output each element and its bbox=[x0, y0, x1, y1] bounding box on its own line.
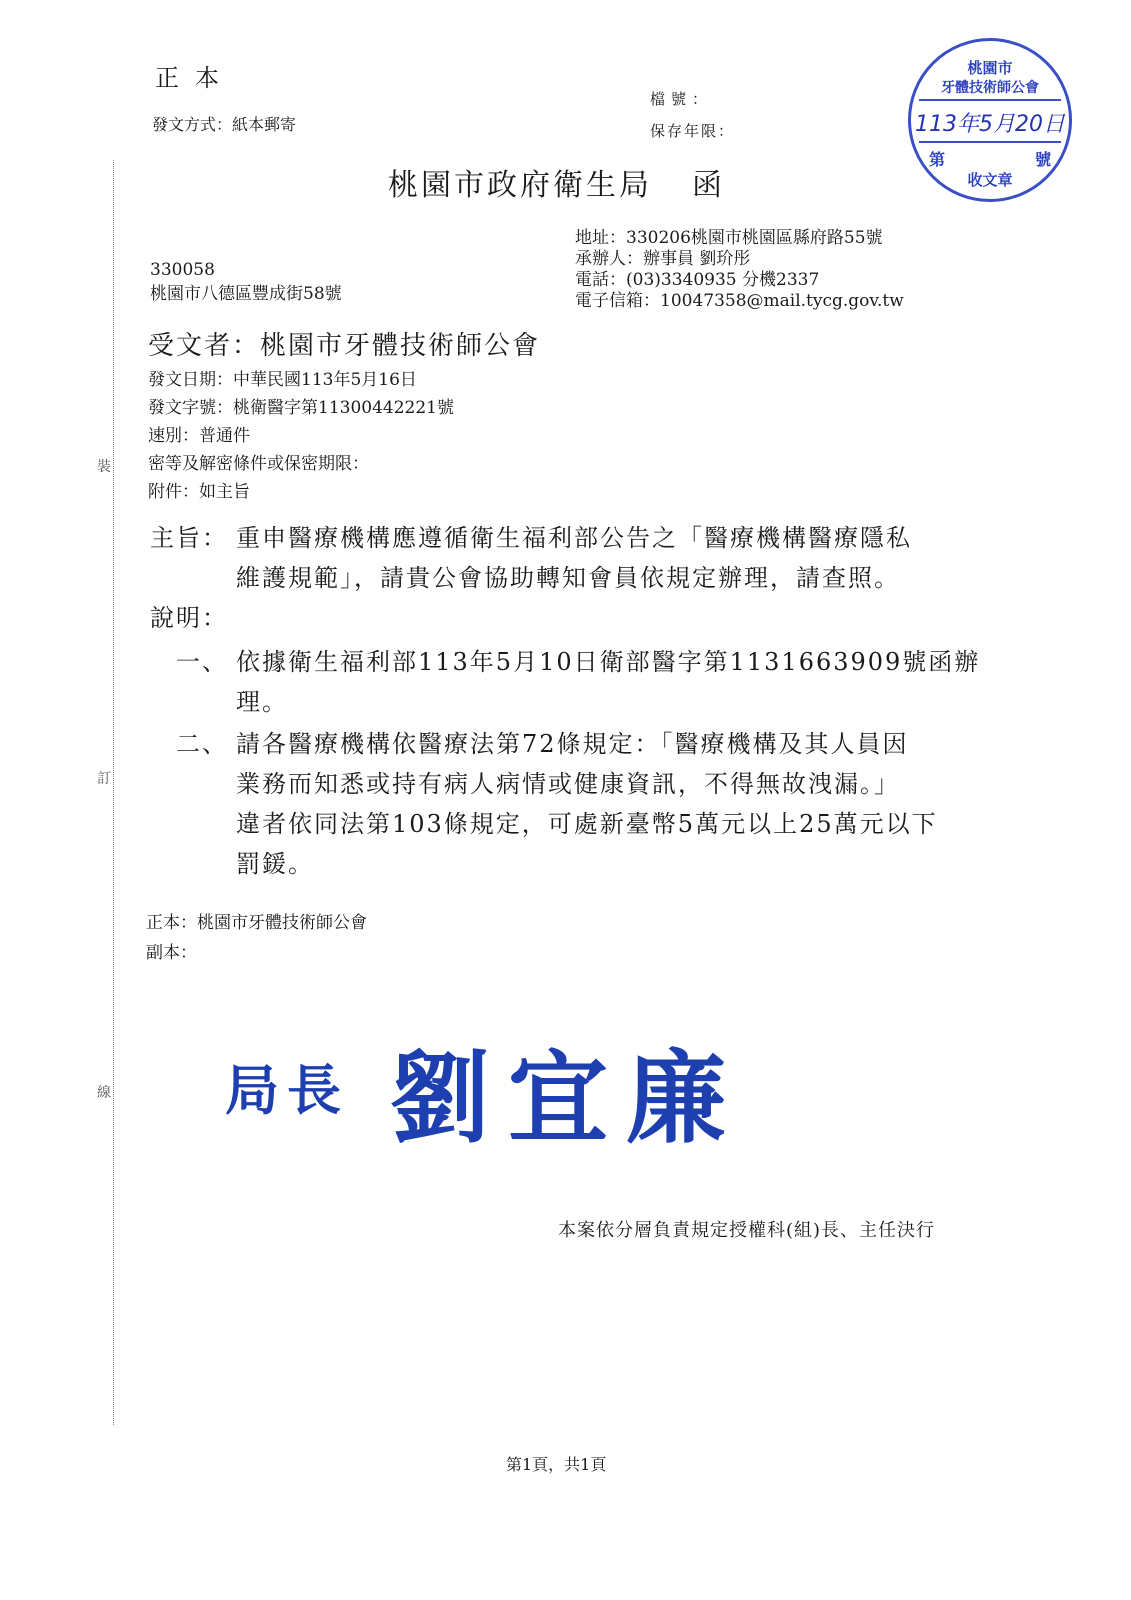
stamp-org-line1: 桃園市 bbox=[967, 59, 1013, 77]
item-1-marker: 一、 bbox=[176, 648, 228, 676]
item-1-line-1: 依據衛生福利部113年5月10日衛部醫字第1131663909號函辦 bbox=[236, 648, 981, 676]
stamp-date: 113年5月20日 bbox=[915, 112, 1065, 137]
binding-mark-zhuang: 裝 bbox=[97, 459, 111, 475]
sender-phone: 電話：(03)3340935 分機2337 bbox=[575, 270, 820, 290]
agency-name: 桃園市政府衛生局 bbox=[388, 168, 652, 203]
retention-label: 保存年限： bbox=[650, 122, 736, 140]
binding-mark-xian: 線 bbox=[97, 1085, 111, 1101]
file-number-label: 檔號： bbox=[650, 90, 714, 108]
explanation-label: 說明： bbox=[150, 604, 228, 632]
sender-address: 地址：330206桃園市桃園區縣府路55號 bbox=[575, 228, 883, 248]
document-meta bbox=[148, 366, 454, 506]
stamp-label: 收文章 bbox=[967, 171, 1013, 189]
signature-title: 局長 bbox=[225, 1058, 349, 1122]
issue-date: 發文日期：中華民國113年5月16日 bbox=[148, 370, 417, 390]
recipient: 受文者：桃園市牙體技術師公會 bbox=[148, 331, 541, 361]
document-kind: 函 bbox=[692, 168, 725, 203]
stamp-number-suffix: 號 bbox=[1034, 150, 1051, 169]
cc-recipient: 副本： bbox=[146, 943, 197, 963]
subject-line-1: 重申醫療機構應遵循衛生福利部公告之「醫療機構醫療隱私 bbox=[236, 524, 912, 552]
item-2-line-4: 罰鍰。 bbox=[236, 850, 314, 878]
sender-info bbox=[575, 228, 904, 312]
recipient-address bbox=[150, 258, 342, 306]
stamp-org-line2: 牙體技術師公會 bbox=[941, 80, 1039, 96]
sender-handler: 承辦人：辦事員 劉玠彤 bbox=[575, 249, 751, 269]
send-method: 發文方式：紙本郵寄 bbox=[152, 115, 297, 134]
item-2-line-1: 請各醫療機構依醫療法第72條規定：「醫療機構及其人員因 bbox=[236, 730, 909, 758]
copy-type-label: 正本 bbox=[155, 64, 235, 92]
page-number: 第1頁，共1頁 bbox=[506, 1455, 607, 1474]
item-2-line-2: 業務而知悉或持有病人病情或健康資訊，不得無故洩漏。」 bbox=[236, 770, 900, 798]
document-title bbox=[388, 160, 725, 204]
item-1-line-2: 理。 bbox=[236, 688, 288, 716]
stamp-number-prefix: 第 bbox=[929, 150, 946, 169]
recipient-street: 桃園市八德區豐成街58號 bbox=[150, 284, 342, 304]
authority-note: 本案依分層負責規定授權科(組)長、主任決行 bbox=[558, 1220, 936, 1241]
original-recipient: 正本：桃園市牙體技術師公會 bbox=[146, 913, 367, 933]
stamp-rule-top bbox=[919, 99, 1061, 101]
subject-label: 主旨： bbox=[150, 524, 228, 552]
stamp-number bbox=[929, 147, 1051, 170]
sender-email: 電子信箱：10047358@mail.tycg.gov.tw bbox=[575, 291, 904, 311]
document-number: 發文字號：桃衛醫字第11300442221號 bbox=[148, 398, 454, 418]
subject-line-2: 維護規範」，請貴公會協助轉知會員依規定辦理，請查照。 bbox=[236, 564, 900, 592]
signature-name: 劉宜廉 bbox=[390, 1040, 744, 1157]
secrecy-level: 密等及解密條件或保密期限： bbox=[148, 454, 369, 474]
item-2-marker: 二、 bbox=[176, 730, 228, 758]
binding-line bbox=[113, 160, 114, 1425]
delivery-speed: 速別：普通件 bbox=[148, 426, 250, 446]
binding-mark-ding: 訂 bbox=[97, 771, 111, 787]
stamp-rule-bottom bbox=[919, 141, 1061, 143]
item-2-line-3: 違者依同法第103條規定，可處新臺幣5萬元以上25萬元以下 bbox=[236, 810, 938, 838]
attachment: 附件：如主旨 bbox=[148, 482, 250, 502]
receipt-stamp bbox=[908, 38, 1072, 202]
recipient-zip: 330058 bbox=[150, 260, 215, 280]
distribution bbox=[146, 908, 367, 968]
